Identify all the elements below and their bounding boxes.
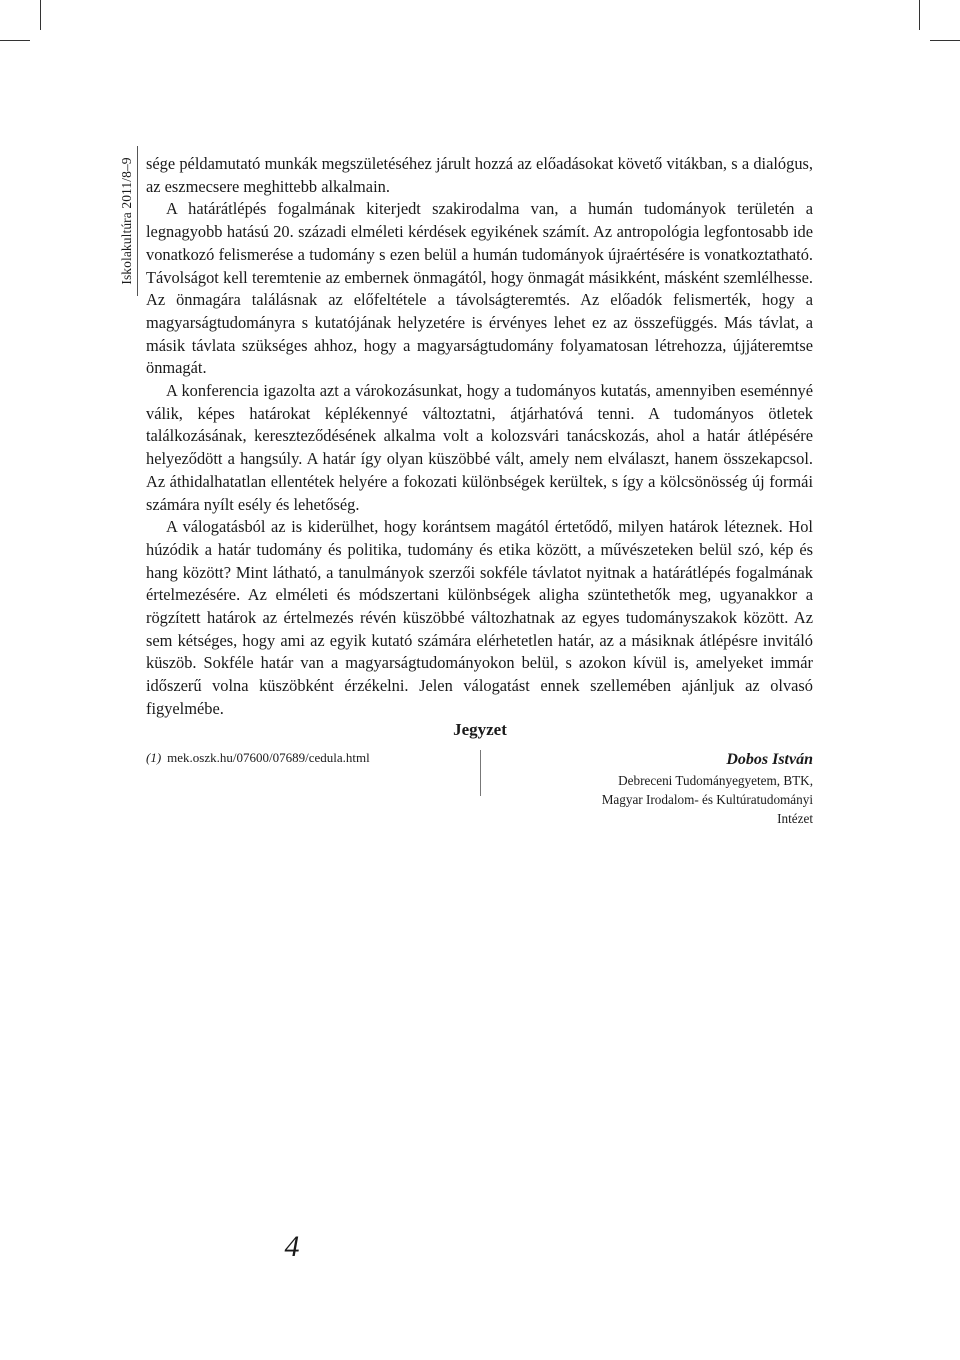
crop-mark-right-top: [930, 40, 960, 41]
footnote: [146, 750, 370, 766]
running-head: [117, 148, 137, 293]
author-affiliation-3: Intézet: [777, 811, 813, 826]
footnote-number: (1): [146, 750, 162, 765]
crop-mark-top-right: [919, 0, 920, 30]
page-number: 4: [284, 1230, 300, 1263]
notes-heading: Jegyzet: [453, 720, 507, 739]
running-head-text: Iskolakultúra 2011/8–9: [119, 156, 134, 285]
author-affiliation-2: Magyar Irodalom- és Kultúratudományi: [601, 792, 813, 807]
column-divider: [480, 750, 481, 796]
crop-mark-top-left: [40, 0, 41, 30]
paragraph-4: A válogatásból az is kiderülhet, hogy korántsem magától értetődő, milyen határok léteznek. Hol húzódik a határ tudomány és politika, tudomány és etika között, a művészeteken belül szó, kép és hang között? Mint látható, a tanulmányok szerzői sokféle távlatot nyitnak a határátlépés fogalmának értelmezésére. Az elméleti és módszertani különbségek aligha szüntethetők meg, ugyanakkor a rögzített határok az értelmezés révén küszöbbé változhatnak az egyes tudományszakok között. Az sem kétséges, hogy ami az egyik kutató számára elérhetetlen határ, az a másiknak átlépésre invitáló küszöb. Sokféle határ van a magyarságtudományokon belül, s azokon kívül is, amelyeket immár időszerű volna küszöbként érzékelni. Jelen válogatást ennek szellemében ajánljuk az olvasó figyelmébe.: [146, 517, 813, 718]
margin-rule: [137, 146, 138, 296]
paragraph-2: A határátlépés fogalmának kiterjedt szakirodalma van, a humán tudományok területén a legnagyobb hatású 20. századi elméleti kérdések egyikének számít. Az antropológia legfontosabb ide vonatkozó felismerése a tudomány s ezen belül a humán tudományok újraértésére is vonatkoztatható. Távolságot kell teremtenie az embernek önmagától, hogy önmagát másikként, másként szemlélhesse. Az önmagára találásnak az előfeltétele a távolságteremtés. Az előadók felismerték, hogy a magyarságtudományra s kutatójának helyzetére is érvényes lehet ez az összefüggés. Más távlat, a másik távlata szükséges ahhoz, hogy a magyarságtudomány folyamatosan létrehozza, újjáteremtse önmagát.: [146, 199, 813, 378]
footnote-link[interactable]: mek.oszk.hu/07600/07689/cedula.html: [167, 750, 370, 765]
paragraph-3: A konferencia igazolta azt a várokozásunkat, hogy a tudományos kutatás, amennyiben eseménnyé válik, képes határokat képlékennyé változtatni, átjárhatóvá tenni. A tudományos ötletek találkozásának, kereszteződésének alkalma volt a kolozsvári tanácskozás, ahol a határ átlépésére helyeződött a hangsúly. A határ így olyan küszöbbé vált, amely nem elválaszt, hanem összekapcsol. Az áthidalhatatlan ellentétek helyére a fokozati különbségek kerültek, s így a kölcsönösség új formái számára nyílt esély és lehetőség.: [146, 381, 813, 514]
crop-mark-left-top: [0, 40, 30, 41]
article-body: [146, 153, 813, 721]
author-affiliation-1: Debreceni Tudományegyetem, BTK,: [618, 773, 813, 788]
paragraph-1: sége példamutató munkák megszületéséhez járult hozzá az előadásokat követő vitákban, s a dialógus, az eszmecsere meghittebb alkalmain.: [146, 154, 813, 196]
author-name: Dobos István: [726, 751, 813, 768]
author-signature: [513, 750, 813, 828]
